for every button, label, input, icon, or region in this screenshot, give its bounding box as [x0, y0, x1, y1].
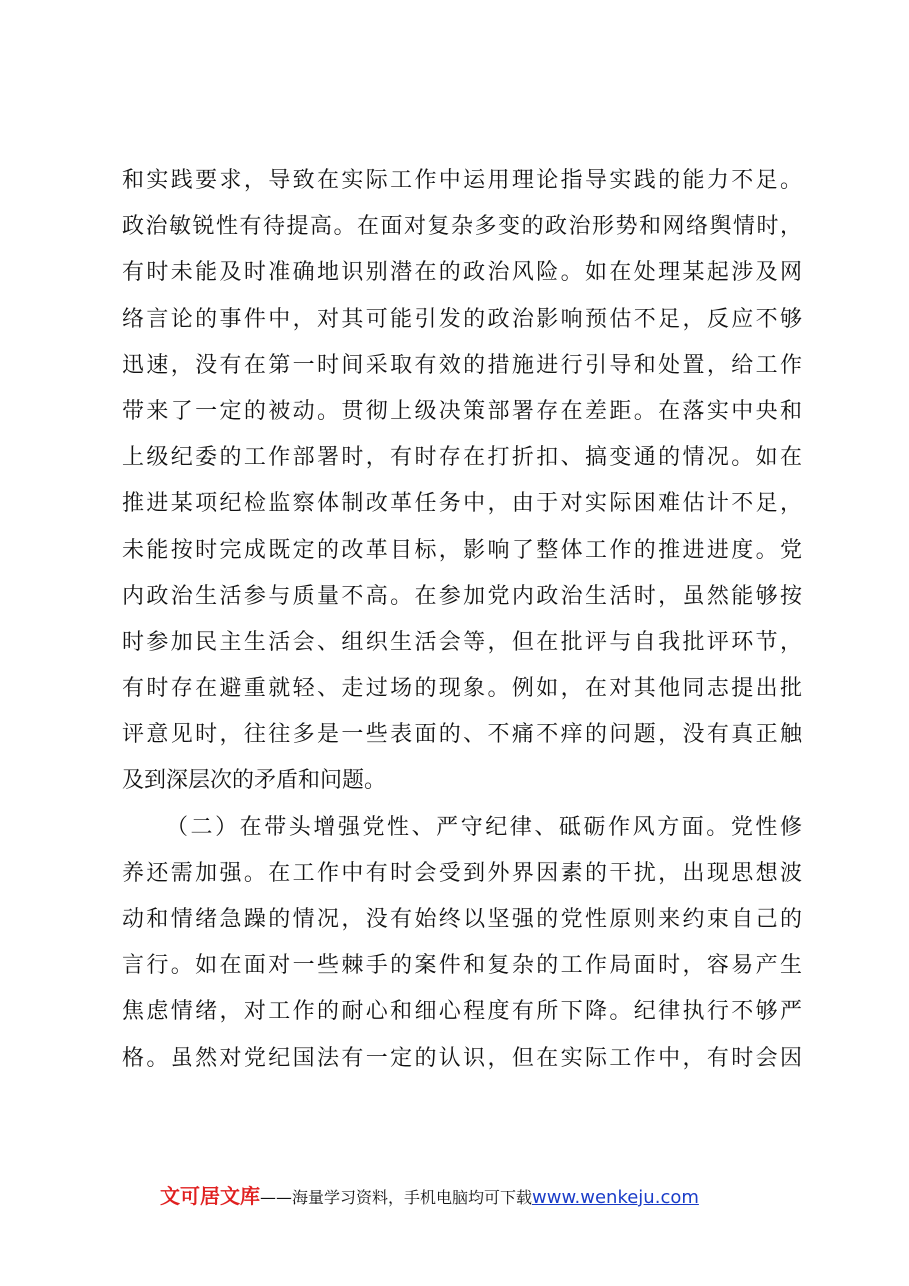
paragraph-line: 时参加民主生活会、组织生活会等，但在批评与自我批评环节， — [122, 629, 802, 655]
section-heading-line: （二）在带头增强党性、严守纪律、砥砺作风方面。党性修 — [166, 814, 802, 840]
paragraph-line: 推进某项纪检监察体制改革任务中，由于对实际困难估计不足， — [122, 491, 802, 517]
paragraph-line: 带来了一定的被动。贯彻上级决策部署存在差距。在落实中央和 — [122, 398, 802, 424]
paragraph-line: 和实践要求，导致在实际工作中运用理论指导实践的能力不足。 — [122, 168, 802, 193]
paragraph-line: 焦虑情绪，对工作的耐心和细心程度有所下降。纪律执行不够严 — [122, 999, 802, 1025]
paragraph-line: 有时存在避重就轻、走过场的现象。例如，在对其他同志提出批 — [122, 676, 802, 702]
document-body — [122, 158, 802, 1082]
footer-brand: 文可居文库 — [160, 1184, 260, 1208]
footer-website-link[interactable]: www.wenkeju.com — [532, 1187, 699, 1208]
paragraph-line: 未能按时完成既定的改革目标，影响了整体工作的推进进度。党 — [122, 537, 802, 563]
paragraph-line: 络言论的事件中，对其可能引发的政治影响预估不足，反应不够 — [122, 306, 802, 332]
footer-banner — [160, 1183, 699, 1209]
paragraph-line: 内政治生活参与质量不高。在参加党内政治生活时，虽然能够按 — [122, 583, 802, 609]
paragraph-line: 迅速，没有在第一时间采取有效的措施进行引导和处置，给工作 — [122, 352, 802, 378]
footer-slogan: ——海量学习资料，手机电脑均可下载 — [260, 1188, 533, 1207]
paragraph-line: 及到深层次的矛盾和问题。 — [122, 768, 387, 794]
paragraph-line: 养还需加强。在工作中有时会受到外界因素的干扰，出现思想波 — [122, 860, 802, 886]
paragraph-line: 动和情绪急躁的情况，没有始终以坚强的党性原则来约束自己的 — [122, 907, 802, 932]
paragraph-line: 言行。如在面对一些棘手的案件和复杂的工作局面时，容易产生 — [122, 953, 802, 979]
paragraph-line: 政治敏锐性有待提高。在面对复杂多变的政治形势和网络舆情时， — [122, 214, 802, 240]
paragraph-line: 上级纪委的工作部署时，有时存在打折扣、搞变通的情况。如在 — [122, 445, 802, 471]
paragraph-line: 格。虽然对党纪国法有一定的认识，但在实际工作中，有时会因 — [122, 1045, 802, 1071]
paragraph-line: 有时未能及时准确地识别潜在的政治风险。如在处理某起涉及网 — [122, 260, 802, 286]
paragraph-line: 评意见时，往往多是一些表面的、不痛不痒的问题，没有真正触 — [122, 722, 802, 748]
